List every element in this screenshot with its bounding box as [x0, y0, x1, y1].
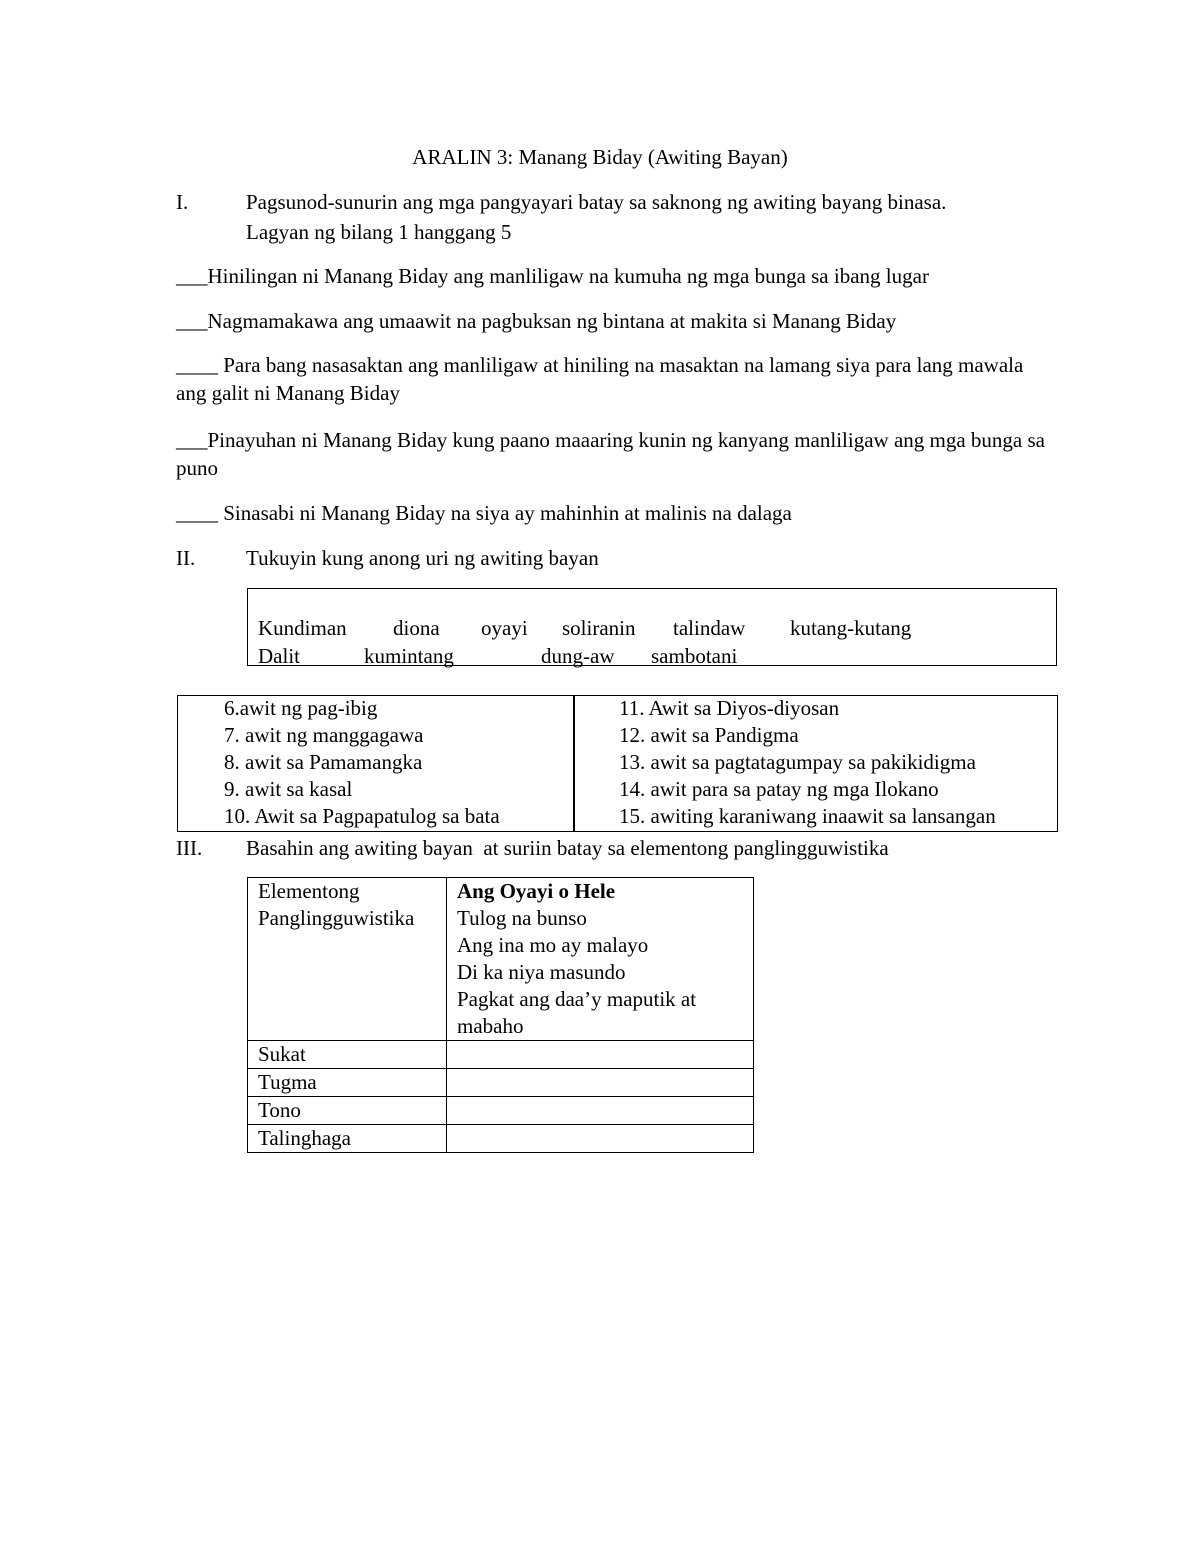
section-3-numeral: III.: [176, 836, 203, 860]
word-bank-item: soliranin: [562, 616, 636, 640]
table-row: [248, 1041, 754, 1069]
sequence-item-5: ____ Sinasabi ni Manang Biday na siya ay mahinhin at malinis na dalaga: [176, 501, 792, 525]
song-type-item: 10. Awit sa Pagpapatulog sa bata: [224, 804, 500, 828]
sequence-item-2: ___Nagmamakawa ang umaawit na pagbuksan ng bintana at makita si Manang Biday: [176, 309, 897, 333]
element-label: Talinghaga: [248, 1125, 447, 1153]
table-row: [248, 1125, 754, 1153]
page-title: ARALIN 3: Manang Biday (Awiting Bayan): [412, 145, 788, 169]
column-divider: [573, 696, 575, 831]
song-line: Pagkat ang daa’y maputik at: [457, 987, 697, 1011]
section-3-instruction: Basahin ang awiting bayan at suriin batay sa elementong panglingguwistika: [246, 836, 889, 860]
sequence-item-1: ___Hinilingan ni Manang Biday ang manliligaw na kumuha ng mga bunga sa ibang lugar: [176, 264, 929, 288]
section-1-instruction-line-1: Pagsunod-sunurin ang mga pangyayari batay sa saknong ng awiting bayang binasa.: [246, 190, 947, 214]
song-type-item: 7. awit ng manggagawa: [224, 723, 424, 747]
song-title: Ang Oyayi o Hele: [457, 879, 616, 903]
element-label: Tono: [248, 1097, 447, 1125]
word-bank-item: dung-aw: [541, 644, 615, 668]
song-type-item: 11. Awit sa Diyos-diyosan: [619, 696, 840, 720]
song-type-item: 15. awiting karaniwang inaawit sa lansangan: [619, 804, 996, 828]
table-row: [248, 1097, 754, 1125]
song-line: mabaho: [457, 1014, 524, 1038]
section-1-numeral: I.: [176, 190, 189, 214]
answer-cell[interactable]: [447, 1069, 754, 1097]
word-bank-item: oyayi: [481, 616, 528, 640]
element-label: Tugma: [248, 1069, 447, 1097]
song-type-item: 12. awit sa Pandigma: [619, 723, 799, 747]
word-bank-item: Kundiman: [258, 616, 347, 640]
answer-cell[interactable]: [447, 1125, 754, 1153]
table-row: [248, 1069, 754, 1097]
song-line: Ang ina mo ay malayo: [457, 933, 649, 957]
section-2-numeral: II.: [176, 546, 196, 570]
sequence-item-3: ____ Para bang nasasaktan ang manliligaw at hiniling na masaktan na lamang siya para lang mawala ang galit ni Manang Biday: [176, 353, 1024, 405]
word-bank-item: kutang-kutang: [790, 616, 912, 640]
song-types-table: [177, 695, 1058, 832]
song-cell: [447, 878, 754, 1041]
word-bank-item: diona: [393, 616, 440, 640]
analysis-table-header-row: [248, 878, 754, 1041]
word-bank-item: Dalit: [258, 644, 300, 668]
header-left-line-1: Elementong: [258, 879, 360, 903]
word-bank-item: sambotani: [651, 644, 738, 668]
word-bank-item: talindaw: [673, 616, 746, 640]
song-type-item: 8. awit sa Pamamangka: [224, 750, 423, 774]
song-types-left-column: [224, 695, 500, 830]
section-2-instruction: Tukuyin kung anong uri ng awiting bayan: [246, 546, 599, 570]
answer-cell[interactable]: [447, 1041, 754, 1069]
word-bank-item: kumintang: [364, 644, 454, 668]
header-left-cell: [248, 878, 447, 1041]
song-line: Di ka niya masundo: [457, 960, 626, 984]
song-type-item: 9. awit sa kasal: [224, 777, 353, 801]
sequence-item-4: ___Pinayuhan ni Manang Biday kung paano maaaring kunin ng kanyang manliligaw ang mga bunga sa puno: [176, 428, 1045, 480]
header-left-line-2: Panglingguwistika: [258, 906, 415, 930]
element-label: Sukat: [248, 1041, 447, 1069]
word-bank-box: [247, 588, 1057, 666]
song-line: Tulog na bunso: [457, 906, 587, 930]
song-type-item: 13. awit sa pagtatagumpay sa pakikidigma: [619, 750, 976, 774]
answer-cell[interactable]: [447, 1097, 754, 1125]
song-type-item: 14. awit para sa patay ng mga Ilokano: [619, 777, 939, 801]
section-1-instruction-line-2: Lagyan ng bilang 1 hanggang 5: [246, 220, 512, 244]
analysis-table: [247, 877, 754, 1153]
song-type-item: 6.awit ng pag-ibig: [224, 696, 378, 720]
song-types-right-column: [619, 695, 996, 830]
